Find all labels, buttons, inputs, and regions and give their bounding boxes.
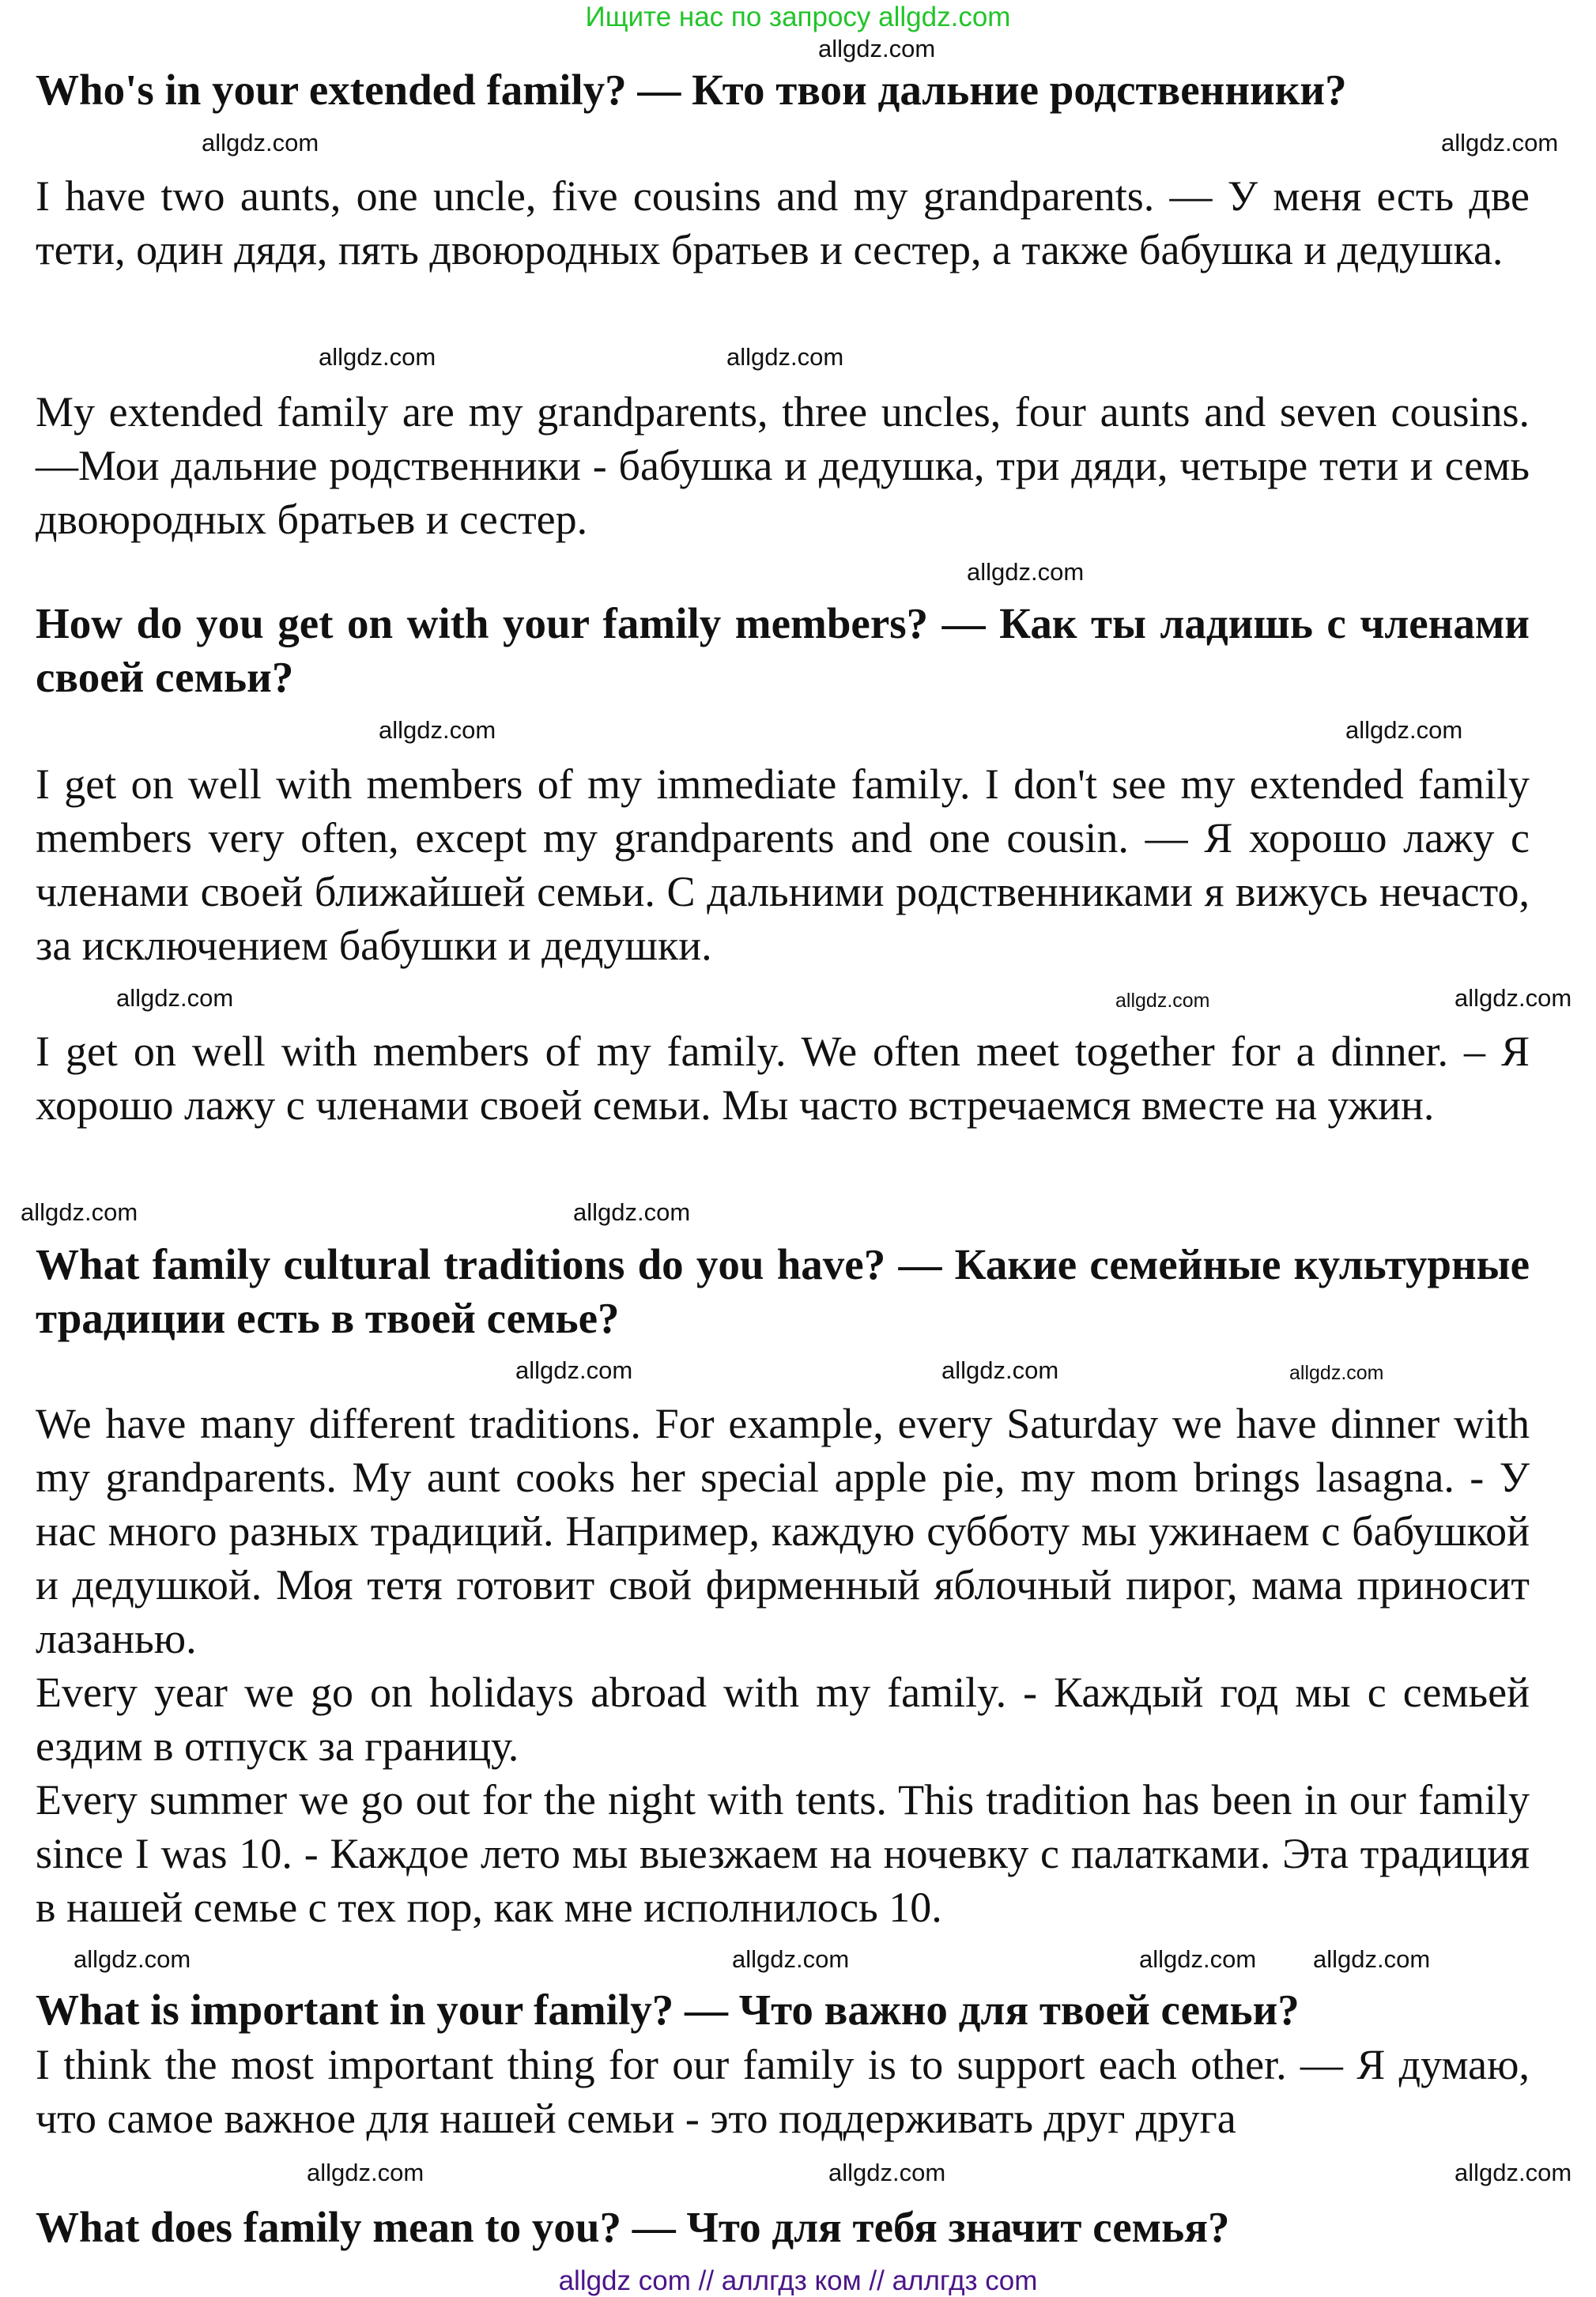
watermark: allgdz.com — [1313, 1945, 1431, 1973]
watermark: allgdz.com — [726, 343, 844, 371]
watermark: allgdz.com — [21, 1198, 138, 1226]
watermark: allgdz.com — [74, 1945, 191, 1973]
watermark: allgdz.com — [573, 1198, 691, 1226]
question-heading: What is important in your family? — Что важно для твоей семьи? — [36, 1986, 1300, 2034]
watermark: allgdz.com — [1139, 1945, 1257, 1973]
question-heading: What family cultural traditions do you have? — Какие семейные культурные традиции есть в твоей семье? — [36, 1240, 1530, 1342]
answer-paragraph: My extended family are my grandparents, three uncles, four aunts and seven cousins. —Мои дальние родственники - бабушка и дедушка, три дяди, четыре тети и семь двоюродных братьев и сестер. — [36, 388, 1530, 543]
answer-paragraph: We have many different traditions. For example, every Saturday we have dinner with my grandparents. My aunt cooks her special apple pie, my mom brings lasagna. - У нас много разных традиций. Например, каждую субботу мы ужинаем с бабушкой и дедушкой. Моя тетя готовит свой фирменный яблочный пирог, мама приносит лазанью. — [36, 1400, 1530, 1662]
watermark: allgdz.com — [828, 2159, 946, 2186]
watermark: allgdz.com — [307, 2159, 424, 2186]
watermark: allgdz.com — [732, 1945, 850, 1973]
answer-paragraph: I get on well with members of my family. We often meet together for a dinner. – Я хорошо лажу с членами своей семьи. Мы часто встречаемся вместе на ужин. — [36, 1028, 1530, 1129]
answer-paragraph: I have two aunts, one uncle, five cousins and my grandparents. — У меня есть две тети, один дядя, пять двоюродных братьев и сестер, а также бабушка и дедушка. — [36, 172, 1530, 273]
watermark: allgdz.com — [1455, 984, 1572, 1012]
answer-paragraph: I get on well with members of my immediate family. I don't see my extended family members very often, except my grandparents and one cousin. — Я хорошо лажу с членами своей ближайшей семьи. С дальними родственниками я вижусь нечасто, за исключением бабушки и дедушки. — [36, 760, 1530, 969]
watermark: allgdz.com — [941, 1356, 1059, 1384]
watermark: allgdz.com — [967, 558, 1085, 586]
question-heading: Who's in your extended family? — Кто твои дальние родственники? — [36, 66, 1347, 114]
watermark: allgdz.com — [515, 1356, 633, 1384]
watermark: allgdz.com — [116, 984, 234, 1012]
watermark: allgdz.com — [1289, 1362, 1384, 1384]
watermark: allgdz.com — [319, 343, 436, 371]
watermark: allgdz.com — [202, 129, 319, 157]
question-heading: What does family mean to you? — Что для тебя значит семья? — [36, 2203, 1230, 2251]
footer-banner: allgdz com // аллгдз ком // аллгдз com — [558, 2265, 1038, 2296]
watermark: allgdz.com — [1441, 129, 1559, 157]
watermark: allgdz.com — [818, 35, 936, 62]
watermark: allgdz.com — [1115, 990, 1210, 1012]
answer-paragraph: Every year we go on holidays abroad with my family. - Каждый год мы с семьей ездим в отпуск за границу. — [36, 1669, 1530, 1770]
watermark: allgdz.com — [1455, 2159, 1572, 2186]
watermark: allgdz.com — [379, 716, 496, 744]
answer-paragraph: I think the most important thing for our family is to support each other. — Я думаю, что самое важное для нашей семьи - это поддерживать друг друга — [36, 2041, 1530, 2142]
search-banner: Ищите нас по запросу allgdz.com — [585, 2, 1011, 32]
watermark: allgdz.com — [1345, 716, 1463, 744]
answer-paragraph: Every summer we go out for the night with tents. This tradition has been in our family since I was 10. - Каждое лето мы выезжаем на ночевку с палатками. Эта традиция в нашей семье с тех пор, как мне исполнилось 10. — [36, 1776, 1530, 1931]
question-heading: How do you get on with your family members? — Как ты ладишь с членами своей семьи? — [36, 599, 1530, 701]
